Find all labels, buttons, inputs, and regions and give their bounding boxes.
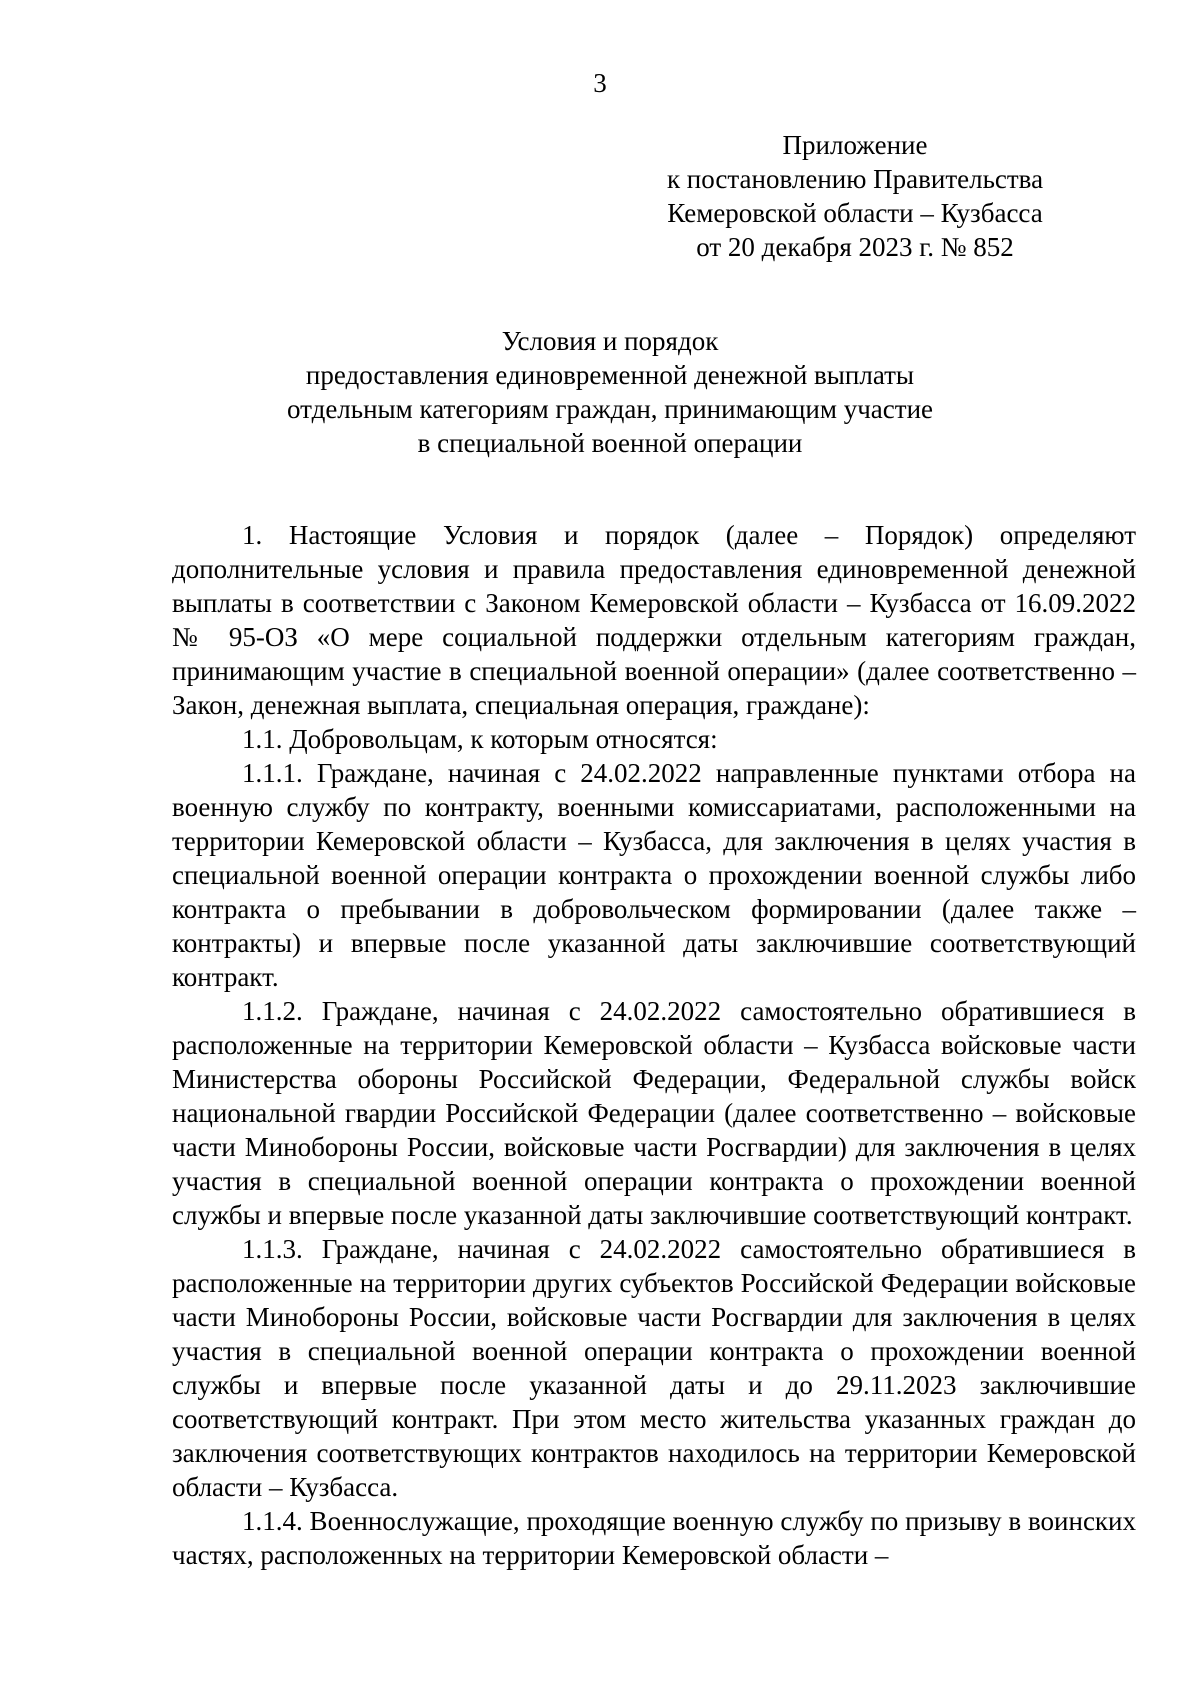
annex-line: к постановлению Правительства: [666, 164, 1044, 194]
title-line: Условия и порядок: [501, 326, 719, 356]
annex-header: [640, 128, 1070, 264]
paragraph-1-1-1: 1.1.1. Граждане, начиная с 24.02.2022 направленные пунктами отбора на военную службу по контракту, военными комиссариатами, расположенными на территории Кемеровской области – Кузбасса, для заключения в целях участия в специальной военной операции контракта о прохождении военной службы либо контракта о пребывании в добровольческом формировании (далее также – контракты) и впервые после указанной даты заключившие соответствующий контракт.: [172, 758, 1136, 992]
document-body: [172, 518, 1136, 1572]
paragraph-1-1-2: 1.1.2. Граждане, начиная с 24.02.2022 самостоятельно обратившиеся в расположенные на территории Кемеровской области – Кузбасса войсковые части Министерства обороны Российской Федерации, Федеральной службы войск национальной гвардии Российской Федерации (далее соответственно – войсковые части Минобороны России, войсковые части Росгвардии) для заключения в целях участия в специальной военной операции контракта о прохождении военной службы и впервые после указанной даты заключившие соответствующий контракт.: [172, 996, 1136, 1230]
page-number: 3: [593, 68, 607, 98]
title-line: в специальной военной операции: [417, 428, 803, 458]
paragraph-1-1-3: 1.1.3. Граждане, начиная с 24.02.2022 самостоятельно обратившиеся в расположенные на территории других субъектов Российской Федерации войсковые части Минобороны России, войсковые части Росгвардии для заключения в целях участия в специальной военной операции контракта о прохождении военной службы и впервые после указанной даты и до 29.11.2023 заключившие соответствующий контракт. При этом место жительства указанных граждан до заключения соответствующих контрактов находилось на территории Кемеровской области – Кузбасса.: [172, 1234, 1136, 1502]
document-title: [170, 324, 1050, 460]
title-line: предоставления единовременной денежной выплаты: [305, 360, 915, 390]
paragraph-1-1: 1.1. Добровольцам, к которым относятся:: [242, 724, 718, 754]
annex-line: Кемеровской области – Кузбасса: [667, 198, 1043, 228]
paragraph-1: 1. Настоящие Условия и порядок (далее – Порядок) определяют дополнительные условия и правила предоставления единовременной денежной выплаты в соответствии с Законом Кемеровской области – Кузбасса от 16.09.2022 № 95-ОЗ «О мере социальной поддержки отдельным категориям граждан, принимающим участие в специальной военной операции» (далее соответственно – Закон, денежная выплата, специальная операция, граждане):: [172, 520, 1136, 720]
title-line: отдельным категориям граждан, принимающим участие: [287, 394, 933, 424]
paragraph-1-1-4: 1.1.4. Военнослужащие, проходящие военную службу по призыву в воинских частях, расположенных на территории Кемеровской области –: [172, 1506, 1136, 1570]
annex-line: от 20 декабря 2023 г. № 852: [696, 232, 1014, 262]
annex-line: Приложение: [782, 130, 928, 160]
